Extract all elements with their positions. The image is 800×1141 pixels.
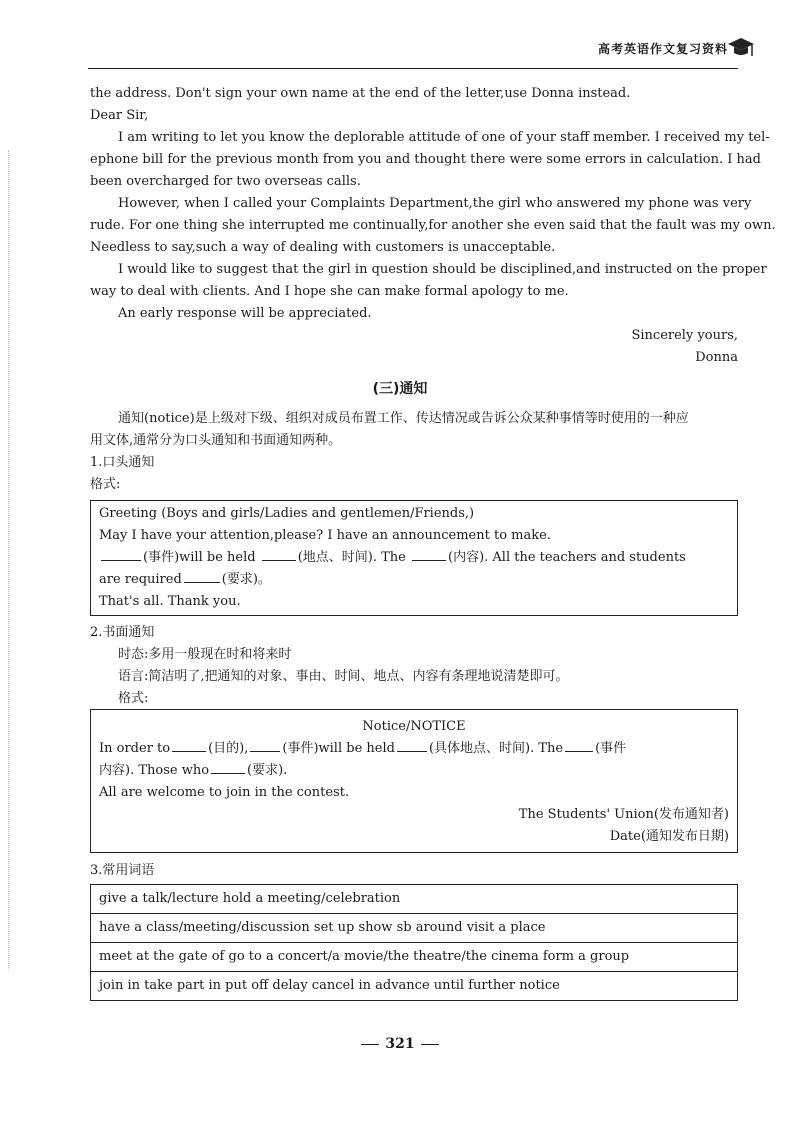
vocab-heading-wrap bbox=[90, 860, 738, 882]
sample-letter bbox=[90, 83, 776, 369]
vocab-row: meet at the gate of go to a concert/a movie/the theatre/the cinema form a group bbox=[91, 943, 737, 972]
intro-line: 通知(notice)是上级对下级、组织对成员布置工作、传达情况或告诉公众某种事情等时使用的一种应 bbox=[118, 411, 689, 426]
notice-intro bbox=[90, 408, 738, 496]
vocab-table bbox=[90, 884, 738, 1001]
template-text: (要求)。 bbox=[221, 572, 271, 587]
running-header-title: 高考英语作文复习资料 bbox=[597, 42, 728, 56]
closing-line: That's all. Thank you. bbox=[99, 594, 241, 609]
fill-blank bbox=[101, 547, 141, 561]
fill-blank bbox=[397, 738, 427, 752]
written-notice-heading: 2.书面通知 bbox=[90, 625, 155, 640]
notice-title: Notice/NOTICE bbox=[362, 719, 466, 734]
template-text: (内容). All the teachers and students bbox=[448, 550, 686, 565]
intro-line: 用文体,通常分为口头通知和书面通知两种。 bbox=[90, 433, 342, 448]
vocab-row: have a class/meeting/discussion set up show sb around visit a place bbox=[91, 914, 737, 943]
fill-blank bbox=[184, 569, 220, 583]
margin-binding-marks bbox=[8, 150, 11, 970]
letter-line: ephone bill for the previous month from you and thought there were some errors in calculation. I had bbox=[90, 152, 761, 167]
page-number-text: 321 bbox=[385, 1036, 415, 1052]
vocab-row: give a talk/lecture hold a meeting/celebration bbox=[91, 885, 737, 914]
fill-blank bbox=[250, 738, 280, 752]
written-notice-template bbox=[90, 709, 738, 853]
letter-line: rude. For one thing she interrupted me continually,for another she even said that the fault was my own. bbox=[90, 218, 776, 233]
language-note: 语言:简洁明了,把通知的对象、事由、时间、地点、内容有条理地说清楚即可。 bbox=[118, 669, 569, 684]
letter-salutation: Dear Sir, bbox=[90, 108, 149, 123]
page-number bbox=[0, 1036, 800, 1052]
welcome-line: All are welcome to join in the contest. bbox=[99, 785, 350, 800]
letter-line: the address. Don't sign your own name at the end of the letter,use Donna instead. bbox=[90, 86, 631, 101]
template-text: In order to bbox=[99, 741, 171, 756]
template-text: (事件)will be held bbox=[143, 550, 256, 565]
section-title: (三)通知 bbox=[372, 381, 428, 397]
template-text: (目的), bbox=[208, 741, 249, 756]
template-text: are required bbox=[99, 572, 182, 587]
letter-line: Needless to say,such a way of dealing with customers is unacceptable. bbox=[90, 240, 556, 255]
template-text: (地点、时间). The bbox=[297, 550, 406, 565]
template-text: 内容). Those who bbox=[99, 763, 210, 778]
letter-line: An early response will be appreciated. bbox=[118, 306, 372, 321]
dash bbox=[361, 1044, 379, 1045]
fill-blank bbox=[412, 547, 446, 561]
oral-notice-template bbox=[90, 500, 738, 616]
template-text: (事件)will be held bbox=[282, 741, 395, 756]
notice-sender: The Students' Union(发布通知者) bbox=[518, 807, 729, 822]
format-label: 格式: bbox=[118, 691, 149, 706]
greeting-line: Greeting (Boys and girls/Ladies and gentlemen/Friends,) bbox=[99, 506, 475, 521]
attention-line: May I have your attention,please? I have an announcement to make. bbox=[99, 528, 551, 543]
vocab-heading: 3.常用词语 bbox=[90, 863, 155, 878]
letter-line: way to deal with clients. And I hope she can make formal apology to me. bbox=[90, 284, 569, 299]
template-text: (要求). bbox=[247, 763, 288, 778]
letter-signature: Donna bbox=[695, 350, 738, 365]
header-rule bbox=[88, 68, 738, 69]
letter-line: been overcharged for two overseas calls. bbox=[90, 174, 361, 189]
format-label: 格式: bbox=[90, 477, 121, 492]
dash bbox=[421, 1044, 439, 1045]
fill-blank bbox=[565, 738, 593, 752]
letter-line: I am writing to let you know the deplorable attitude of one of your staff member. I received my tel- bbox=[118, 130, 770, 145]
letter-line: However, when I called your Complaints Department,the girl who answered my phone was very bbox=[118, 196, 752, 211]
notice-date: Date(通知发布日期) bbox=[609, 829, 729, 844]
purpose-line bbox=[91, 738, 737, 760]
fill-blank bbox=[262, 547, 296, 561]
tense-note: 时态:多用一般现在时和将来时 bbox=[118, 647, 292, 662]
oral-notice-heading: 1.口头通知 bbox=[90, 455, 155, 470]
template-text: (具体地点、时间). The bbox=[428, 741, 564, 756]
fill-blank bbox=[211, 760, 245, 774]
who-line bbox=[91, 760, 737, 782]
template-text: (事件 bbox=[595, 741, 627, 756]
vocab-row: join in take part in put off delay cancel in advance until further notice bbox=[99, 978, 560, 993]
graduation-cap-icon bbox=[726, 34, 756, 62]
letter-closing: Sincerely yours, bbox=[631, 328, 738, 343]
event-line bbox=[91, 547, 737, 569]
fill-blank bbox=[172, 738, 206, 752]
requirement-line bbox=[91, 569, 737, 591]
written-notice-intro bbox=[90, 622, 738, 710]
letter-line: I would like to suggest that the girl in question should be disciplined,and instructed on the proper bbox=[118, 262, 767, 277]
